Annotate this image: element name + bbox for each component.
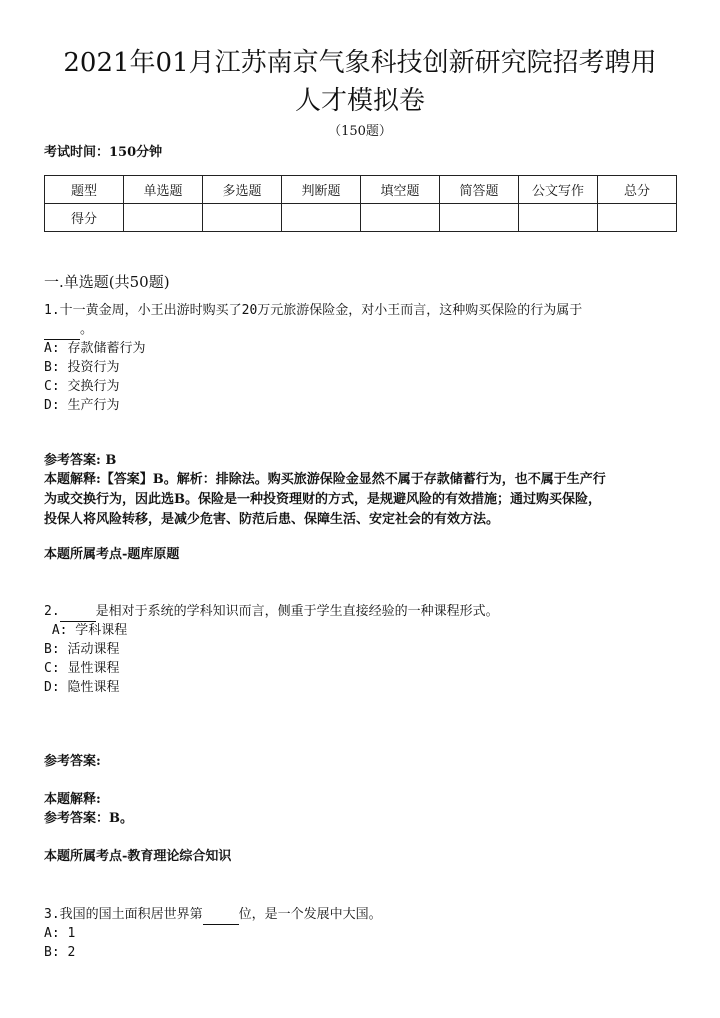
- answer-blank: [60, 602, 96, 622]
- score-table-header-row: [45, 176, 677, 204]
- question-1-explanation: [44, 470, 680, 530]
- score-cell: [598, 204, 677, 232]
- header-cell: 总分: [598, 176, 677, 204]
- section-title: 一.单选题(共50题): [44, 273, 170, 291]
- header-cell: 单选题: [124, 176, 203, 204]
- header-cell: 简答题: [440, 176, 519, 204]
- explanation-line: 为或交换行为，因此选B。保险是一种投资理财的方式，是规避风险的有效措施；通过购买保险，: [44, 492, 601, 507]
- document-title: [40, 44, 680, 120]
- question-1-option-c: C: 交换行为: [44, 379, 120, 394]
- question-3-stem: [44, 905, 684, 925]
- title-line-2: 人才模拟卷: [294, 86, 425, 116]
- explanation-line: 投保人将风险转移，是减少危害、防范后患、保障生活、安定社会的有效方法。: [44, 512, 500, 527]
- question-2-explanation-label: 本题解释:: [44, 792, 101, 807]
- question-3-stem-start: 3.我国的国土面积居世界第: [44, 907, 203, 922]
- question-2-stem: [44, 602, 684, 622]
- header-cell: 多选题: [203, 176, 282, 204]
- header-cell: 填空题: [361, 176, 440, 204]
- header-cell: 题型: [45, 176, 124, 204]
- score-cell: [519, 204, 598, 232]
- question-2-option-d: D: 隐性课程: [44, 680, 120, 695]
- question-1-option-a: A: 存款储蓄行为: [44, 341, 146, 356]
- question-2-answer-detail: 参考答案：B。: [44, 811, 133, 826]
- question-2-stem-text: 是相对于系统的学科知识而言，侧重于学生直接经验的一种课程形式。: [95, 604, 499, 619]
- question-1-stem-line-2: [44, 320, 684, 340]
- question-2-category: 本题所属考点-教育理论综合知识: [44, 849, 232, 864]
- question-1-stem: [44, 301, 684, 340]
- question-2-answer: 参考答案:: [44, 754, 101, 769]
- score-cell: [282, 204, 361, 232]
- question-1-stem-end: 。: [80, 322, 94, 337]
- question-2-option-a: A: 学科课程: [44, 623, 128, 638]
- question-2-number: 2.: [44, 604, 60, 619]
- question-1-answer: 参考答案: B: [44, 453, 117, 468]
- question-3-stem-end: 位，是一个发展中大国。: [238, 907, 382, 922]
- header-cell: 公文写作: [519, 176, 598, 204]
- explanation-line: 本题解释:【答案】B。解析：排除法。购买旅游保险金显然不属于存款储蓄行为，也不属于生产行: [44, 472, 606, 487]
- title-line-1: 2021年01月江苏南京气象科技创新研究院招考聘用: [63, 48, 657, 78]
- score-cell: [124, 204, 203, 232]
- answer-blank: [203, 905, 239, 925]
- question-2-option-c: C: 显性课程: [44, 661, 120, 676]
- question-1-option-b: B: 投资行为: [44, 360, 120, 375]
- score-cell: [203, 204, 282, 232]
- question-1-option-d: D: 生产行为: [44, 398, 120, 413]
- exam-time: 考试时间：150分钟: [44, 145, 163, 160]
- question-1-stem-line-1: 1.十一黄金周，小王出游时购买了20万元旅游保险金，对小王而言，这种购买保险的行为属于: [44, 303, 583, 318]
- question-3-option-b: B: 2: [44, 945, 76, 960]
- header-cell: 判断题: [282, 176, 361, 204]
- score-table-score-row: [45, 204, 677, 232]
- question-1-category: 本题所属考点-题库原题: [44, 547, 180, 562]
- question-3-option-a: A: 1: [44, 926, 76, 941]
- row-label-cell: 得分: [45, 204, 124, 232]
- score-cell: [361, 204, 440, 232]
- score-table: [44, 175, 677, 232]
- answer-blank: [44, 320, 80, 340]
- question-2-option-b: B: 活动课程: [44, 642, 120, 657]
- score-cell: [440, 204, 519, 232]
- question-count: （150题）: [328, 124, 392, 139]
